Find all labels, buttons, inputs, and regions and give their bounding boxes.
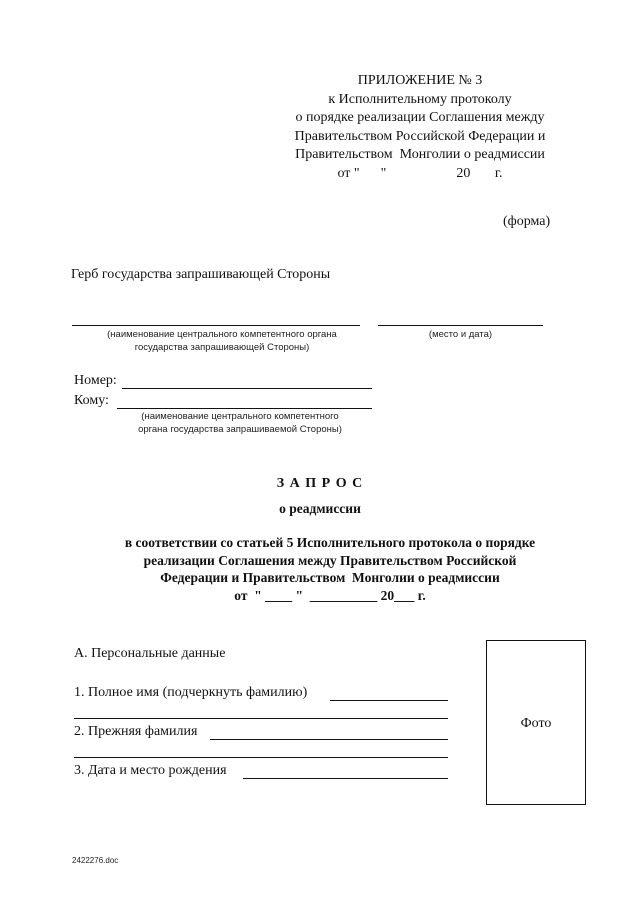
appendix-line-3: Правительством Российской Федерации и (294, 128, 546, 144)
appendix-line-4: Правительством Монголии о реадмиссии (295, 147, 545, 163)
appendix-title: ПРИЛОЖЕНИЕ № 3 (357, 73, 483, 88)
number-line (122, 388, 372, 389)
field-full-name-line[interactable] (330, 700, 448, 701)
form-label: (форма) (503, 214, 551, 229)
addressee-caption-line-2: органа государства запрашиваемой Стороны) (138, 424, 342, 435)
basis-line-2: реализации Соглашения между Правительством Российской (143, 552, 517, 568)
requesting-authority-line (72, 325, 360, 326)
place-date-line (378, 325, 543, 326)
photo-box (486, 640, 586, 805)
addressee-caption (100, 410, 380, 436)
to-line (117, 408, 372, 409)
appendix-line-5: от " " 20 г. (337, 165, 503, 181)
number-label: Номер: (74, 373, 117, 388)
field-birth-line[interactable] (243, 778, 448, 779)
footer-filename: 2422276.doc (72, 856, 119, 865)
requesting-authority-caption-line-2: государства запрашивающей Стороны) (134, 342, 310, 353)
photo-label: Фото (520, 716, 552, 731)
to-label: Кому: (74, 393, 109, 408)
field-full-name-label: 1. Полное имя (подчеркнуть фамилию) (74, 685, 308, 700)
appendix-header (270, 72, 570, 184)
field-full-name-line-2[interactable] (74, 718, 448, 719)
document-subtitle: о реадмиссии (279, 501, 361, 516)
basis-line-4: от " ____ " __________ 20___ г. (234, 587, 426, 603)
document-title: З А П Р О С (276, 476, 364, 491)
place-date-caption: (место и дата) (428, 329, 493, 340)
requesting-authority-caption-line-1: (наименование центрального компетентного органа (107, 329, 337, 340)
requesting-authority-caption (72, 328, 372, 354)
addressee-caption-line-1: (наименование центрального компетентного (141, 411, 339, 422)
basis-line-1: в соответствии со статьей 5 Исполнительного протокола о порядке (124, 535, 536, 550)
appendix-line-1: к Исполнительному протоколу (328, 91, 512, 107)
field-previous-surname-line[interactable] (210, 739, 448, 740)
section-a-heading: А. Персональные данные (74, 646, 226, 661)
field-birth-label: 3. Дата и место рождения (74, 763, 227, 778)
coat-of-arms-label: Герб государства запрашивающей Стороны (71, 267, 331, 282)
appendix-line-2: о порядке реализации Соглашения между (295, 110, 545, 126)
field-previous-surname-label: 2. Прежняя фамилия (74, 724, 198, 739)
basis-line-3: Федерации и Правительством Монголии о реадмиссии (160, 570, 500, 585)
basis-block (60, 534, 600, 604)
field-previous-surname-line-2[interactable] (74, 757, 448, 758)
